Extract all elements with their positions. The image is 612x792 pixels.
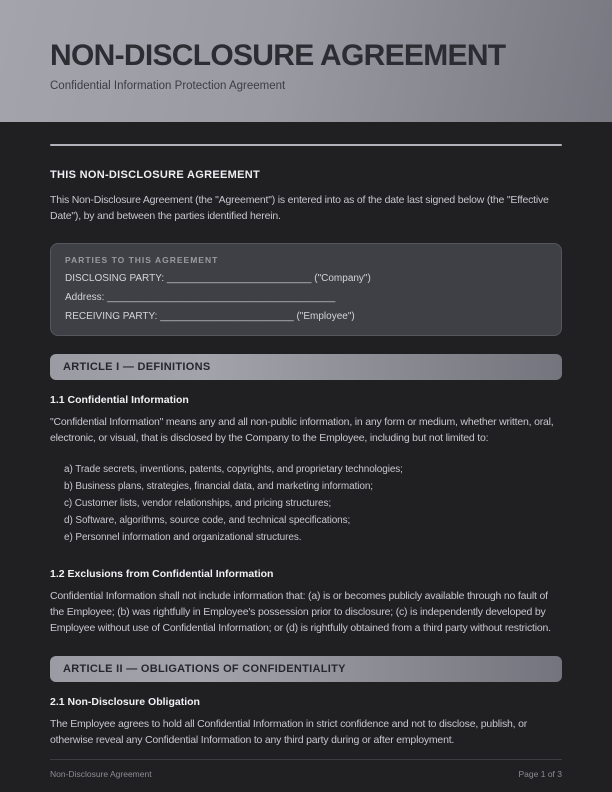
clause-2-1-heading: 2.1 Non-Disclosure Obligation [50,696,200,708]
parties-box-heading: PARTIES TO THIS AGREEMENT [65,255,219,265]
clause-1-2-paragraph: Confidential Information shall not include information that: (a) is or becomes publicly available through no fault of the Employee; (b) was rightfully in Employee's possession prior to disclosure; (c) is independently developed by Employee without use of Confidential Information; or (d) is rightfully obtained from a third party without restriction. [50,590,551,634]
clause-2-1-paragraph: The Employee agrees to hold all Confidential Information in strict confidence and not to disclose, publish, or otherwise reveal any Confidential Information to any third party during or after employment. [50,718,528,746]
footer-page-number: Page 1 of 3 [518,769,562,779]
footer-divider [50,759,562,760]
clause-1-1-heading: 1.1 Confidential Information [50,394,189,406]
article-2-header-bar: ARTICLE II — OBLIGATIONS OF CONFIDENTIALITY [50,656,562,682]
list-item: c) Customer lists, vendor relationships, and pricing structures; [64,498,332,509]
document-footer [0,759,612,792]
list-item: b) Business plans, strategies, financial data, and marketing information; [64,481,373,492]
document-subtitle: Confidential Information Protection Agreement [50,80,286,92]
footer-row [50,769,562,779]
disclosing-party-field: DISCLOSING PARTY: __________________________ ("Company") [65,273,371,284]
footer-document-name: Non-Disclosure Agreement [50,769,152,779]
receiving-party-field: RECEIVING PARTY: ________________________ ("Employee") [65,311,355,322]
article-1-header-bar: ARTICLE I — DEFINITIONS [50,354,562,380]
list-item: d) Software, algorithms, source code, and technical specifications; [64,515,351,526]
parties-box [50,243,562,336]
document-header [0,0,612,122]
clause-1-1-paragraph: "Confidential Information" means any and all non-public information, in any form or medium, whether written, oral, electronic, or visual, that is disclosed by the Company to the Employee, including but not limited to: [50,416,554,444]
address-field: Address: _________________________________________ [65,292,336,303]
intro-heading: THIS NON-DISCLOSURE AGREEMENT [50,169,260,181]
list-item: e) Personnel information and organizational structures. [64,532,302,543]
confidential-info-list [64,461,562,546]
list-item: a) Trade secrets, inventions, patents, copyrights, and proprietary technologies; [64,464,403,475]
clause-1-2-heading: 1.2 Exclusions from Confidential Information [50,568,274,580]
intro-paragraph: This Non-Disclosure Agreement (the "Agreement") is entered into as of the date last signed below (the "Effective Date"), by and between the parties identified herein. [50,194,549,222]
header-divider [50,144,562,146]
document-title: NON-DISCLOSURE AGREEMENT [50,39,506,72]
document-content [0,122,612,759]
